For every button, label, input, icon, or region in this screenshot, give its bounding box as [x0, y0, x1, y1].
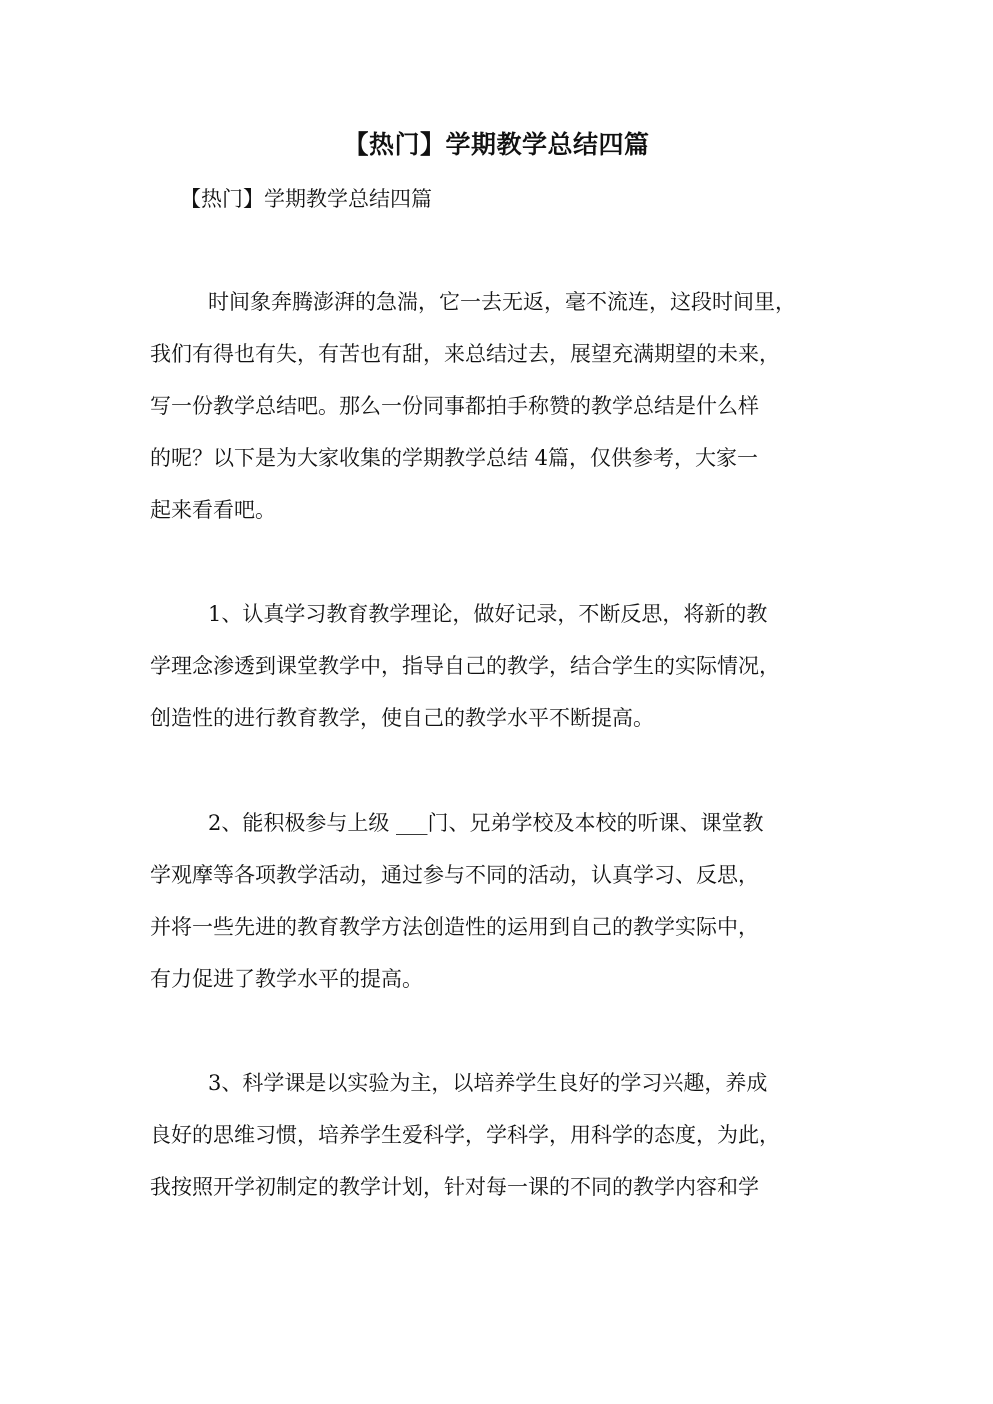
- paragraph-line: 良好的思维习惯，培养学生爱科学，学科学，用科学的态度，为此，: [150, 1123, 780, 1147]
- paragraph-line: 并将一些先进的教育教学方法创造性的运用到自己的教学实际中，: [150, 915, 759, 939]
- paragraph-line: 1、认真学习教育教学理论，做好记录，不断反思，将新的教: [208, 602, 768, 626]
- paragraph-line: 起来看看吧。: [150, 498, 276, 522]
- paragraph-item-1: [150, 588, 850, 744]
- paragraph-item-3: [150, 1057, 850, 1213]
- paragraph-intro: [150, 276, 850, 536]
- paragraph-line: 3、科学课是以实验为主，以培养学生良好的学习兴趣，养成: [208, 1071, 768, 1095]
- page-subtitle: 【热门】学期教学总结四篇: [180, 187, 432, 211]
- paragraph-item-2: [150, 797, 850, 1005]
- paragraph-line: 我们有得也有失，有苦也有甜，来总结过去，展望充满期望的未来，: [150, 342, 780, 366]
- paragraph-line: 学观摩等各项教学活动，通过参与不同的活动，认真学习、反思，: [150, 863, 759, 887]
- paragraph-line: 写一份教学总结吧。那么一份同事都拍手称赞的教学总结是什么样: [150, 394, 759, 418]
- paragraph-line: 2、能积极参与上级 ___门、兄弟学校及本校的听课、课堂教: [208, 811, 764, 835]
- paragraph-line: 的呢？以下是为大家收集的学期教学总结 4篇，仅供参考，大家一: [150, 446, 759, 470]
- paragraph-line: 创造性的进行教育教学，使自己的教学水平不断提高。: [150, 706, 654, 730]
- paragraph-line: 有力促进了教学水平的提高。: [150, 967, 423, 991]
- paragraph-line: 学理念渗透到课堂教学中，指导自己的教学，结合学生的实际情况，: [150, 654, 780, 678]
- page-title: 【热门】学期教学总结四篇: [343, 130, 650, 159]
- paragraph-line: 我按照开学初制定的教学计划，针对每一课的不同的教学内容和学: [150, 1175, 759, 1199]
- paragraph-line: 时间象奔腾澎湃的急湍，它一去无返，毫不流连，这段时间里，: [208, 290, 796, 314]
